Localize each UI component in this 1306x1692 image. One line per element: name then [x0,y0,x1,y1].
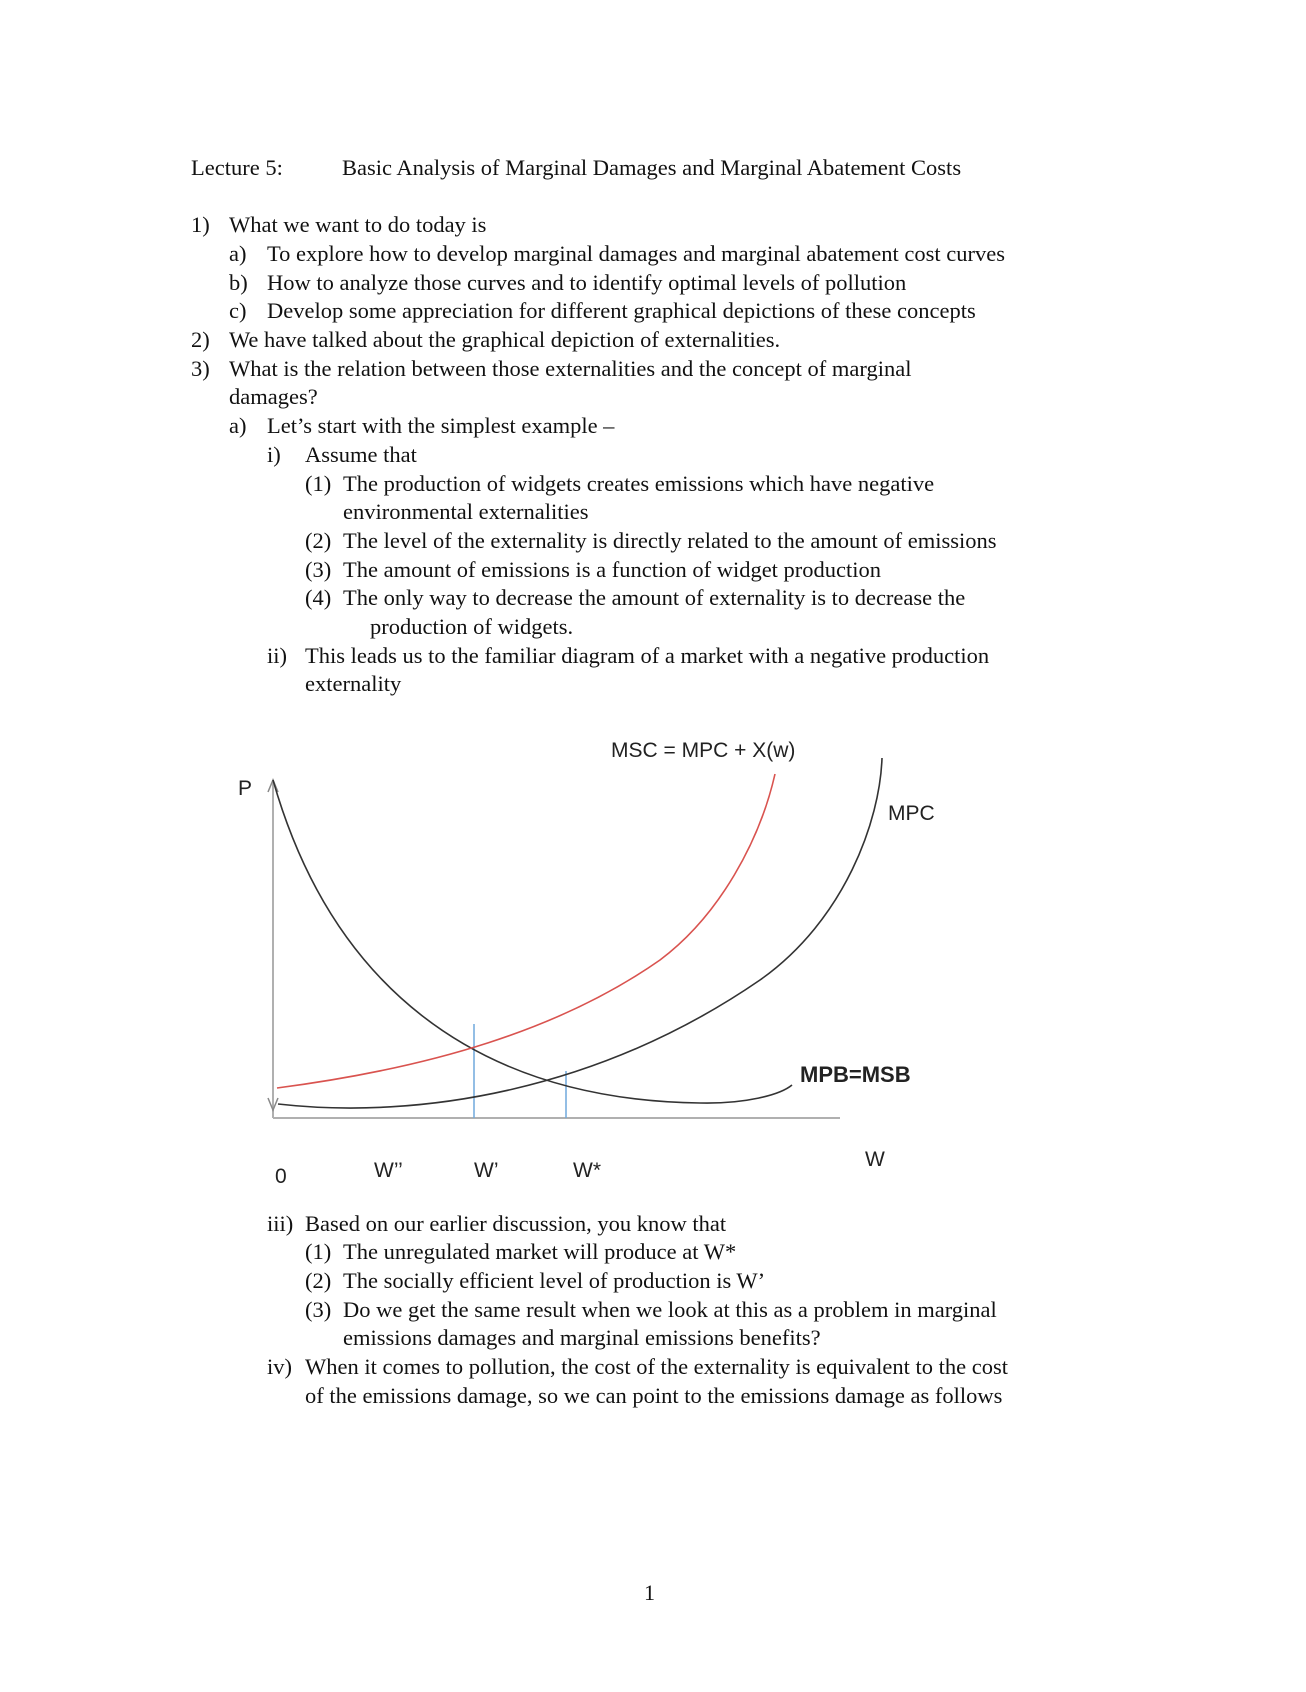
outline-marker: 3) [191,356,210,381]
outline-marker: iii) [267,1211,294,1236]
outline-text: The socially efficient level of production is W’ [343,1268,766,1293]
mpb-msb-curve [273,780,792,1103]
outline-marker: 1) [191,212,210,237]
outline-text: environmental externalities [343,499,589,524]
outline-text: Based on our earlier discussion, you know that [305,1211,727,1236]
outline-text: Do we get the same result when we look at this as a problem in marginal [343,1297,997,1322]
page-number: 1 [644,1580,655,1605]
msc-label: MSC = MPC + X(w) [611,739,796,762]
outline-marker: i) [267,442,281,467]
outline-marker: a) [229,413,247,438]
outline-marker: (2) [305,528,332,553]
outline-marker: (1) [305,471,332,496]
origin-label: 0 [275,1165,287,1188]
outline-marker: a) [229,241,247,266]
outline-text: To explore how to develop marginal damages and marginal abatement cost curves [267,241,1005,266]
outline-text: Let’s start with the simplest example – [267,413,615,438]
lecture-label: Lecture 5: [191,155,283,180]
outline-text: The only way to decrease the amount of externality is to decrease the [343,585,966,610]
outline-text: The production of widgets creates emissions which have negative [343,471,935,496]
outline-text: We have talked about the graphical depiction of externalities. [229,327,781,352]
outline-marker: (3) [305,557,332,582]
outline-text: The unregulated market will produce at W* [343,1239,737,1264]
outline-marker: (1) [305,1239,332,1264]
outline-text: When it comes to pollution, the cost of the externality is equivalent to the cost [305,1354,1008,1379]
outline-marker: ii) [267,643,287,668]
w-prime-label: W’ [474,1159,499,1182]
outline-text: externality [305,671,402,696]
outline-text: production of widgets. [370,614,574,639]
msc-curve [277,774,775,1088]
outline-text: Develop some appreciation for different graphical depictions of these concepts [267,298,976,323]
outline-text: This leads us to the familiar diagram of a market with a negative production [305,643,990,668]
outline-marker: b) [229,270,248,295]
outline-text: How to analyze those curves and to identify optimal levels of pollution [267,270,907,295]
mpb-msb-label: MPB=MSB [800,1062,911,1087]
outline-marker: 2) [191,327,210,352]
outline-text: The amount of emissions is a function of widget production [343,557,882,582]
outline-text: of the emissions damage, so we can point to the emissions damage as follows [305,1383,1003,1408]
outline-text: damages? [229,384,318,409]
outline-marker: iv) [267,1354,292,1379]
w-double-prime-label: W’’ [374,1159,403,1182]
outline-text: emissions damages and marginal emissions benefits? [343,1325,821,1350]
outline-text: What we want to do today is [229,212,487,237]
page-title: Basic Analysis of Marginal Damages and Marginal Abatement Costs [342,155,962,180]
mpc-curve [278,758,882,1108]
outline-marker: (3) [305,1297,332,1322]
outline-marker: (2) [305,1268,332,1293]
outline-text: Assume that [305,442,417,467]
outline-text: What is the relation between those externalities and the concept of marginal [229,356,912,381]
w-star-label: W* [573,1159,601,1182]
mpc-label: MPC [888,802,935,825]
x-axis-label: W [865,1148,885,1171]
outline-text: The level of the externality is directly related to the amount of emissions [343,528,997,553]
outline-marker: c) [229,298,247,323]
y-axis-label: P [238,777,253,800]
outline-marker: (4) [305,585,332,610]
